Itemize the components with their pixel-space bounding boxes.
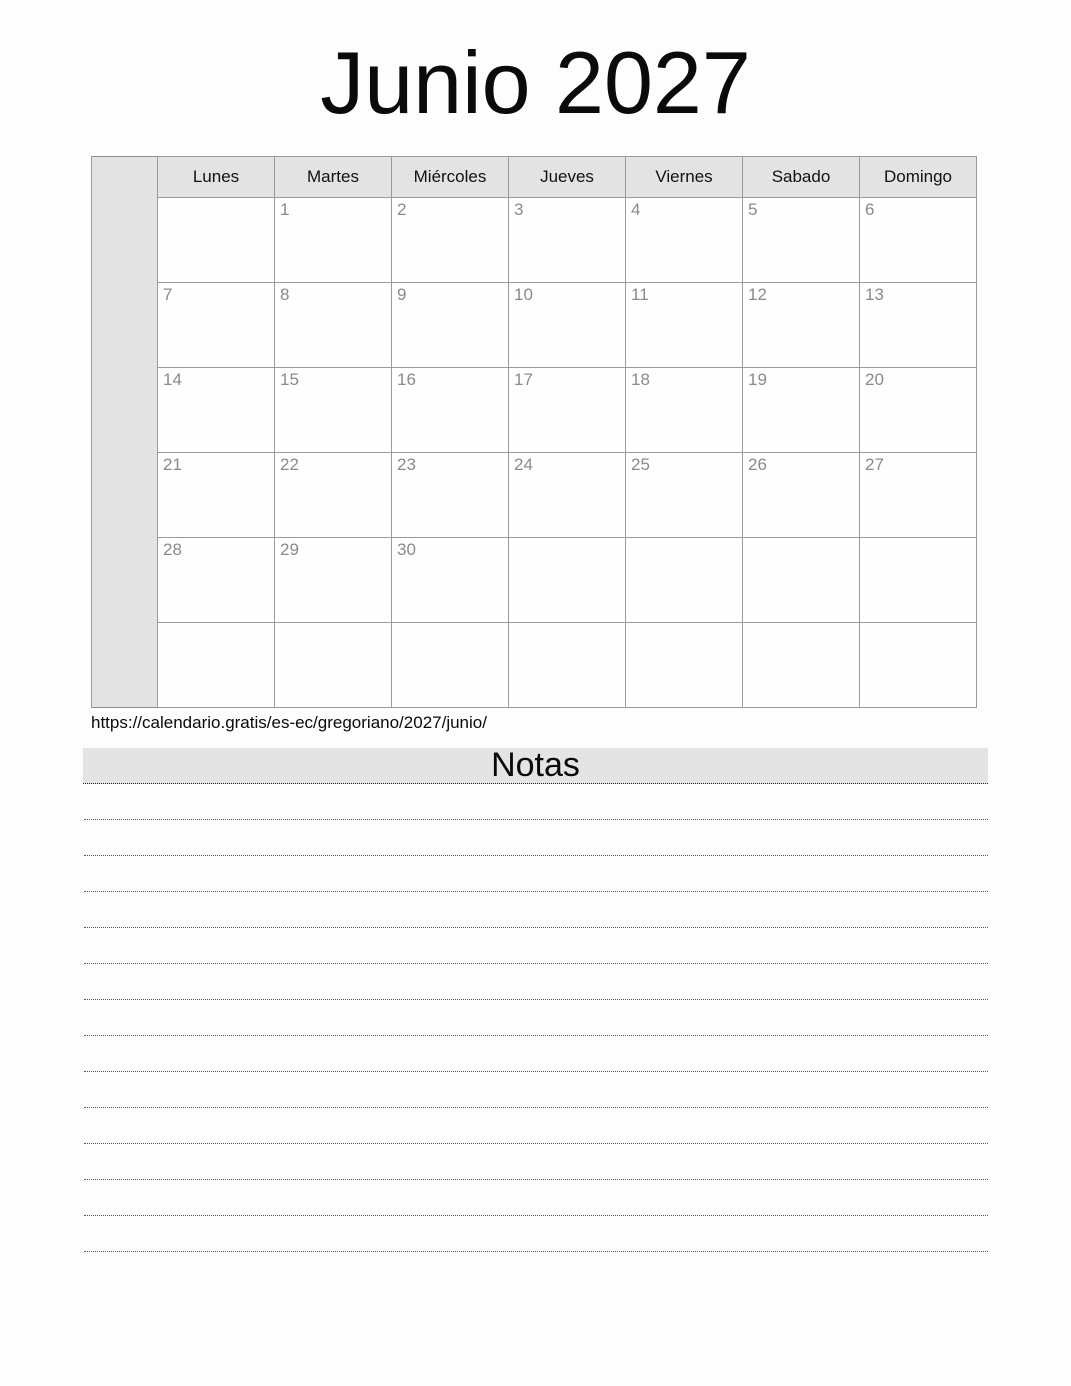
day-cell: 6 xyxy=(860,198,977,283)
note-line xyxy=(84,1072,988,1108)
weekday-header-viernes: Viernes xyxy=(626,157,743,198)
notes-title: Notas xyxy=(491,746,580,784)
day-cell: 8 xyxy=(275,283,392,368)
day-cell xyxy=(743,538,860,623)
day-cell xyxy=(626,538,743,623)
day-cell: 9 xyxy=(392,283,509,368)
note-line xyxy=(84,1108,988,1144)
day-cell: 1 xyxy=(275,198,392,283)
page-title: Junio 2027 xyxy=(320,33,751,132)
day-cell xyxy=(626,623,743,708)
weekday-header-martes: Martes xyxy=(275,157,392,198)
day-cell: 16 xyxy=(392,368,509,453)
day-cell: 18 xyxy=(626,368,743,453)
day-cell: 27 xyxy=(860,453,977,538)
note-line xyxy=(84,1216,988,1252)
week-row xyxy=(92,538,977,623)
day-cell xyxy=(275,623,392,708)
day-cell xyxy=(860,623,977,708)
day-cell: 7 xyxy=(158,283,275,368)
day-cell: 25 xyxy=(626,453,743,538)
day-cell xyxy=(392,623,509,708)
day-cell: 29 xyxy=(275,538,392,623)
note-line xyxy=(84,1036,988,1072)
week-row xyxy=(92,453,977,538)
day-cell: 2 xyxy=(392,198,509,283)
note-line xyxy=(84,784,988,820)
note-line xyxy=(84,964,988,1000)
week-spacer-cell xyxy=(92,283,158,368)
week-spacer-cell xyxy=(92,623,158,708)
day-cell: 17 xyxy=(509,368,626,453)
day-cell: 22 xyxy=(275,453,392,538)
day-cell: 26 xyxy=(743,453,860,538)
day-cell xyxy=(158,623,275,708)
week-spacer-header xyxy=(92,157,158,198)
day-cell: 15 xyxy=(275,368,392,453)
note-line xyxy=(84,892,988,928)
notes-lines xyxy=(84,784,988,1252)
day-cell: 13 xyxy=(860,283,977,368)
week-spacer-cell xyxy=(92,368,158,453)
day-cell: 28 xyxy=(158,538,275,623)
day-cell: 23 xyxy=(392,453,509,538)
day-cell: 5 xyxy=(743,198,860,283)
week-spacer-cell xyxy=(92,453,158,538)
note-line xyxy=(84,856,988,892)
week-row xyxy=(92,283,977,368)
weekday-header-domingo: Domingo xyxy=(860,157,977,198)
note-line xyxy=(84,1144,988,1180)
day-cell: 12 xyxy=(743,283,860,368)
day-cell: 21 xyxy=(158,453,275,538)
week-row xyxy=(92,198,977,283)
weekday-header-miercoles: Miércoles xyxy=(392,157,509,198)
day-cell: 10 xyxy=(509,283,626,368)
note-line xyxy=(84,928,988,964)
weekday-header-jueves: Jueves xyxy=(509,157,626,198)
day-cell: 20 xyxy=(860,368,977,453)
day-cell: 30 xyxy=(392,538,509,623)
week-spacer-cell xyxy=(92,538,158,623)
day-cell xyxy=(509,623,626,708)
note-line xyxy=(84,1180,988,1216)
day-cell xyxy=(509,538,626,623)
weekday-header-lunes: Lunes xyxy=(158,157,275,198)
note-line xyxy=(84,1000,988,1036)
week-spacer-cell xyxy=(92,198,158,283)
notes-header xyxy=(83,748,988,784)
day-cell: 14 xyxy=(158,368,275,453)
day-cell xyxy=(743,623,860,708)
month-calendar xyxy=(91,156,977,708)
day-cell: 19 xyxy=(743,368,860,453)
day-cell xyxy=(860,538,977,623)
note-line xyxy=(84,820,988,856)
weekday-header-row xyxy=(92,157,977,198)
day-cell: 4 xyxy=(626,198,743,283)
day-cell: 3 xyxy=(509,198,626,283)
weekday-header-sabado: Sabado xyxy=(743,157,860,198)
day-cell: 11 xyxy=(626,283,743,368)
day-cell xyxy=(158,198,275,283)
week-row xyxy=(92,368,977,453)
source-url: https://calendario.gratis/es-ec/gregoriano/2027/junio/ xyxy=(91,713,487,732)
day-cell: 24 xyxy=(509,453,626,538)
week-row xyxy=(92,623,977,708)
